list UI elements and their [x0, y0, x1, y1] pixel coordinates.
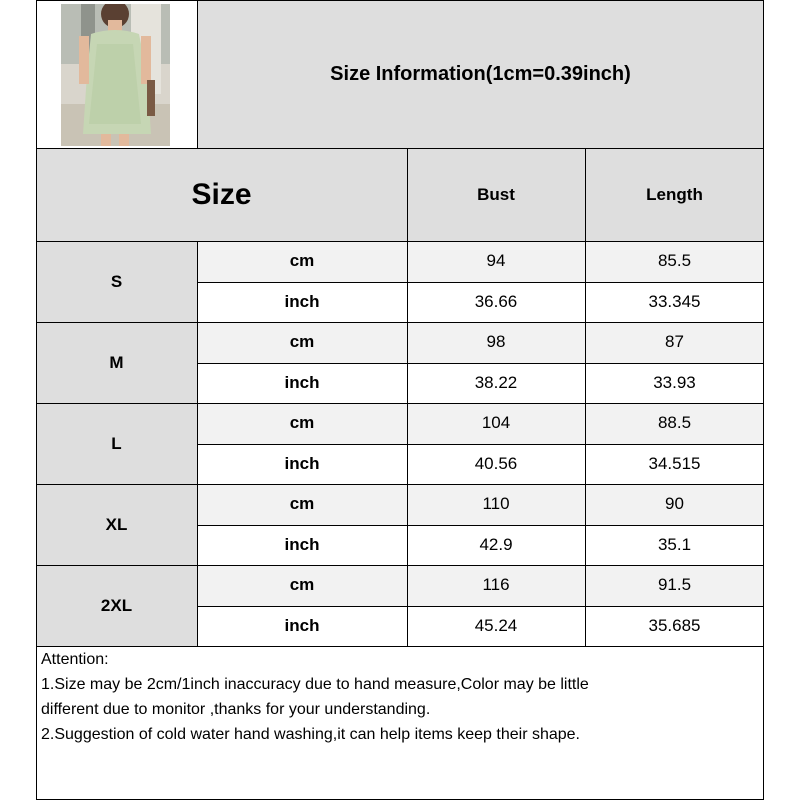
unit-cell: cm: [289, 413, 315, 433]
size-header: Size: [191, 177, 252, 211]
product-photo: [61, 4, 170, 146]
attention-line-3: 2.Suggestion of cold water hand washing,it can help items keep their shape.: [41, 726, 580, 743]
unit-cell: inch: [284, 291, 320, 311]
unit-cell: cm: [289, 332, 315, 352]
unit-cell: cm: [289, 251, 315, 271]
size-label: L: [111, 433, 122, 453]
grid-line-h: [36, 241, 764, 242]
unit-cell: cm: [289, 494, 315, 514]
bust-value: 45.24: [474, 615, 518, 635]
grid-line-v: [197, 241, 198, 646]
bust-column-header: Bust: [477, 184, 515, 204]
grid-line-h: [36, 0, 764, 1]
length-value: 85.5: [657, 251, 692, 271]
grid-line-h: [197, 444, 764, 445]
length-value: 35.1: [657, 534, 692, 554]
attention-line-1: 1.Size may be 2cm/1inch inaccuracy due to hand measure,Color may be little: [41, 676, 589, 693]
grid-line-h: [36, 646, 764, 647]
grid-line-v: [197, 0, 198, 148]
bust-value: 116: [482, 575, 510, 595]
size-label: S: [110, 271, 123, 291]
length-value: 33.345: [648, 291, 701, 311]
bust-value: 40.56: [474, 453, 518, 473]
grid-line-h: [36, 148, 764, 149]
unit-cell: inch: [284, 453, 320, 473]
grid-line-v: [585, 148, 586, 646]
grid-line-v: [407, 148, 408, 646]
bust-value: 98: [486, 332, 506, 352]
grid-line-h: [197, 363, 764, 364]
size-label: 2XL: [100, 595, 133, 615]
grid-line-v: [36, 0, 37, 800]
grid-line-h: [36, 322, 764, 323]
grid-line-h: [197, 282, 764, 283]
grid-line-h: [36, 565, 764, 566]
grid-line-h: [36, 403, 764, 404]
dress-photo-icon: [61, 4, 170, 146]
size-label: M: [109, 352, 124, 372]
length-value: 87: [665, 332, 684, 352]
attention-heading: Attention:: [41, 651, 109, 668]
length-value: 91.5: [657, 575, 692, 595]
length-column-header: Length: [646, 184, 703, 204]
length-value: 35.685: [648, 615, 701, 635]
bust-value: 110: [482, 494, 510, 514]
bust-value: 94: [486, 251, 506, 271]
grid-line-h: [197, 525, 764, 526]
grid-line-h: [197, 606, 764, 607]
grid-line-v: [763, 0, 764, 800]
length-value: 33.93: [653, 372, 696, 392]
grid-line-h: [36, 484, 764, 485]
length-value: 90: [665, 494, 684, 514]
bust-value: 42.9: [479, 534, 513, 554]
length-value: 34.515: [648, 453, 701, 473]
page-title: Size Information(1cm=0.39inch): [330, 62, 631, 85]
unit-cell: inch: [284, 615, 320, 635]
bust-value: 38.22: [474, 372, 518, 392]
bust-value: 104: [481, 413, 511, 433]
bust-value: 36.66: [474, 291, 518, 311]
unit-cell: inch: [284, 372, 320, 392]
size-label: XL: [105, 514, 128, 534]
unit-cell: cm: [289, 575, 315, 595]
attention-line-2: different due to monitor ,thanks for your understanding.: [41, 701, 431, 718]
length-value: 88.5: [657, 413, 692, 433]
unit-cell: inch: [284, 534, 320, 554]
